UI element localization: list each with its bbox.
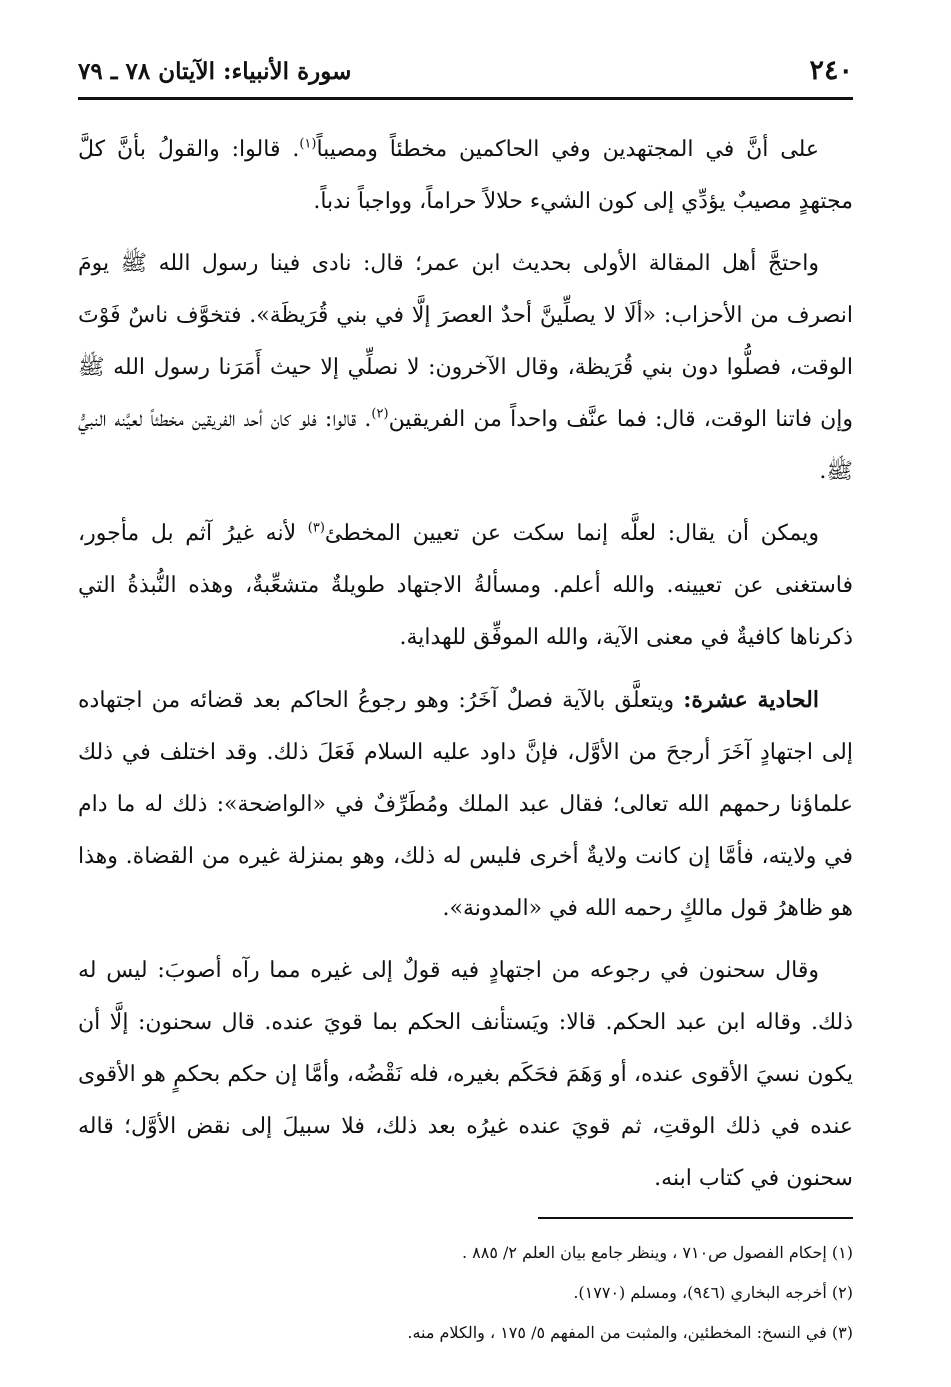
footnote-2: (٢) أخرجه البخاري (٩٤٦)، ومسلم (١٧٧٠). [573, 1283, 853, 1302]
book-page [78, 55, 853, 1353]
footnote-ref-2[interactable]: (٢) [371, 406, 389, 422]
footnote-1: (١) إحكام الفصول ص٧١٠ ، وينظر جامع بيان العلم ٢/ ٨٨٥ . [461, 1243, 853, 1262]
footnote-ref-1[interactable]: (١) [299, 136, 317, 152]
text-run: واحتجَّ أهل المقالة الأولى بحديث ابن عمر؛ قال: نادى فينا رسول الله ﷺ يومَ انصرف من الأحزاب: «ألَا لا يصلِّينَّ أحدٌ العصرَ إلَّا في بني قُرَيظَة». فتخوَّف ناسٌ فَوْتَ الوقت، فصلُّوا دون بني قُرَيظة، وقال الآخرون: لا نصلِّي إلا حيث أَمَرَنا رسول الله ﷺ وإن فاتنا الوقت، قال: فما عنَّف واحداً من الفريقين [78, 251, 854, 432]
section-heading: الحادية عشرة: [683, 687, 819, 713]
paragraph-4 [78, 674, 853, 935]
paragraph-5 [78, 945, 853, 1205]
text-run: وقال سحنون في رجوعه من اجتهادٍ فيه قولٌ إلى غيره مما رآه أصوبَ: ليس له ذلك. وقاله ابن عبد الحكم. قالا: ويَستأنف الحكم بما قويَ عنده. قال سحنون: إلَّا أن يكون نسيَ الأقوى عنده، أو وَهَمَ فحَكَم بغيره، فله نَقْضُه، وأمَّا إن حكم بحكمٍ هو الأقوى عنده في ذلك الوقتِ، ثم قويَ عنده غيرُه بعد ذلك، فلا سبيلَ إلى نقض الأوَّل؛ قاله سحنون في كتاب ابنه. [78, 958, 853, 1191]
paragraph-3 [78, 508, 853, 664]
page-number: ٢٤٠ [809, 55, 853, 86]
paragraph-2 [78, 238, 853, 498]
footnotes [78, 1233, 853, 1353]
text-run: لأنه غيرُ آثم بل مأجور، فاستغنى عن تعيينه. والله أعلم. ومسألةُ الاجتهاد طويلةٌ متشعِّبةٌ، وهذه النُّبذةُ التي ذكرناها كافيةٌ في معنى الآية، والله الموفِّق للهداية. [78, 521, 853, 650]
header-rule [78, 97, 853, 100]
text-run: ويتعلَّق بالآية فصلٌ آخَرُ: وهو رجوعُ الحاكم بعد قضائه من اجتهاده إلى اجتهادٍ آخَرَ أرجحَ من الأوَّل، فإنَّ داود عليه السلام فَعَلَ ذلك. وقد اختلف في ذلك علماؤنا رحمهم الله تعالى؛ فقال عبد الملك ومُطَرِّفٌ في «الواضحة»: ذلك له ما دام في ولايته، فأمَّا إن كانت ولايةٌ أخرى فليس له ذلك، وهو بمنزلة غيره من القضاة. وهذا هو ظاهرُ قول مالكٍ رحمه الله في «المدونة». [78, 688, 853, 921]
text-run: . قالوا: فلو كان أحد الفريقين مخطئاً لعيَّنه النبيُّ ﷺ. [78, 407, 853, 484]
footnote-ref-3[interactable]: (٣) [307, 520, 325, 536]
running-header [78, 55, 853, 95]
footnote-rule [538, 1217, 853, 1219]
footnote-3: (٣) في النسخ: المخطئين، والمثبت من المفهم ٥/ ١٧٥ ، والكلام منه. [407, 1323, 853, 1342]
main-text [78, 124, 853, 1205]
text-run: ويمكن أن يقال: لعلَّه إنما سكت عن تعيين المخطئ [324, 521, 819, 546]
text-run: . قالوا: والقولُ بأنَّ كلَّ مجتهدٍ مصيبٌ يؤدِّي إلى كون الشيء حلالاً حراماً، وواجباً ندباً. [78, 137, 853, 214]
running-title: سورة الأنبياء: الآيتان ٧٨ ـ ٧٩ [78, 58, 352, 85]
paragraph-1 [78, 124, 853, 228]
text-run: على أنَّ في المجتهدين وفي الحاكمين مخطئاً ومصيباً [316, 137, 819, 162]
